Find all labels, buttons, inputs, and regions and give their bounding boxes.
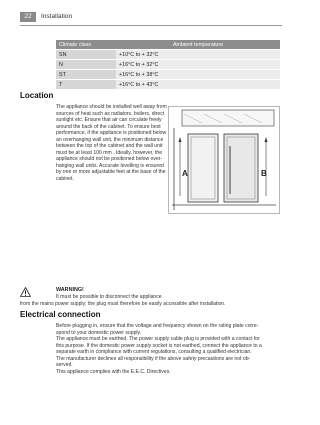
text-line: by one or more adjustable feet at the base of the bbox=[56, 169, 166, 175]
text-line: The appliance should be installed well away from bbox=[56, 104, 167, 110]
climate-class-cell: ST bbox=[56, 70, 116, 80]
location-heading: Location bbox=[20, 91, 54, 100]
text-line: Before plugging in, ensure that the voltage and frequency shown on the rating plate corre- bbox=[56, 323, 259, 329]
table-row bbox=[56, 50, 280, 60]
temperature-range-cell: +16°C to + 38°C bbox=[116, 70, 280, 80]
table-row bbox=[56, 80, 280, 90]
text-line: sources of heat such as radiators, boilers, direct bbox=[56, 110, 165, 117]
text-line: around the back of the cabinet. To ensure best bbox=[56, 123, 161, 130]
temperature-range-cell: +16°C to + 43°C bbox=[116, 80, 280, 90]
climate-class-cell: SN bbox=[56, 50, 116, 60]
column-header: Climate class bbox=[56, 40, 116, 50]
text-line: this purpose. If the domestic power supply socket is not earthed, connect the appliance to a bbox=[56, 342, 262, 349]
text-line: appliance should not be positioned below over- bbox=[56, 156, 163, 162]
installation-diagram bbox=[168, 106, 280, 214]
text-line: spond to your domestic power supply. bbox=[56, 329, 142, 336]
page-number: 22 bbox=[20, 12, 36, 22]
electrical-heading: Electrical connection bbox=[20, 310, 101, 319]
text-line: performance, if the appliance is positioned below bbox=[56, 130, 167, 136]
climate-class-cell: N bbox=[56, 60, 116, 70]
text-line: between the top of the cabinet and the wall unit bbox=[56, 143, 163, 149]
warning-icon bbox=[20, 287, 31, 297]
label-a: A bbox=[182, 169, 188, 178]
temperature-range-cell: +16°C to + 32°C bbox=[116, 60, 280, 70]
text-line: It must be possible to disconnect the appliance bbox=[56, 294, 162, 300]
text-line: The manufacturer declines all responsibility if the above safety precautions are not ob- bbox=[56, 355, 251, 362]
text-line: must be at least 100 mm . Ideally, however, the bbox=[56, 149, 163, 156]
climate-class-cell: T bbox=[56, 80, 116, 90]
text-line: served. bbox=[56, 362, 73, 368]
table-row bbox=[56, 60, 280, 70]
electrical-paragraph bbox=[56, 323, 282, 375]
text-line: hanging wall units. Accurate levelling is ensured bbox=[56, 162, 164, 169]
temperature-range-cell: +10°C to + 32°C bbox=[116, 50, 280, 60]
warning-text bbox=[20, 294, 282, 307]
table-header-row bbox=[56, 40, 280, 50]
text-line: This appliance complies with the E.E.C. Directives. bbox=[56, 368, 171, 375]
page-header bbox=[20, 12, 280, 24]
text-line: from the mains power supply; the plug must therefore be easily accessible after installation. bbox=[20, 300, 226, 307]
text-line: an overhanging wall unit, the minimum distance bbox=[56, 136, 164, 143]
text-line: separate earth in compliance with current regulations, consulting a qualified electrician. bbox=[56, 349, 252, 355]
section-name: Installation bbox=[41, 13, 73, 20]
location-paragraph bbox=[56, 104, 168, 182]
header-divider bbox=[20, 25, 282, 26]
column-header: Ambient temperature bbox=[116, 40, 280, 50]
table-row bbox=[56, 70, 280, 80]
text-line: cabinet. bbox=[56, 175, 74, 182]
climate-class-table bbox=[56, 40, 280, 89]
text-line: sunlight etc. Ensure that air can circulate freely bbox=[56, 117, 162, 123]
label-b: B bbox=[261, 169, 267, 178]
warning-title: WARNING! bbox=[56, 287, 84, 293]
text-line: The appliance must be earthed. The power supply cable plug is provided with a contact for bbox=[56, 336, 260, 342]
